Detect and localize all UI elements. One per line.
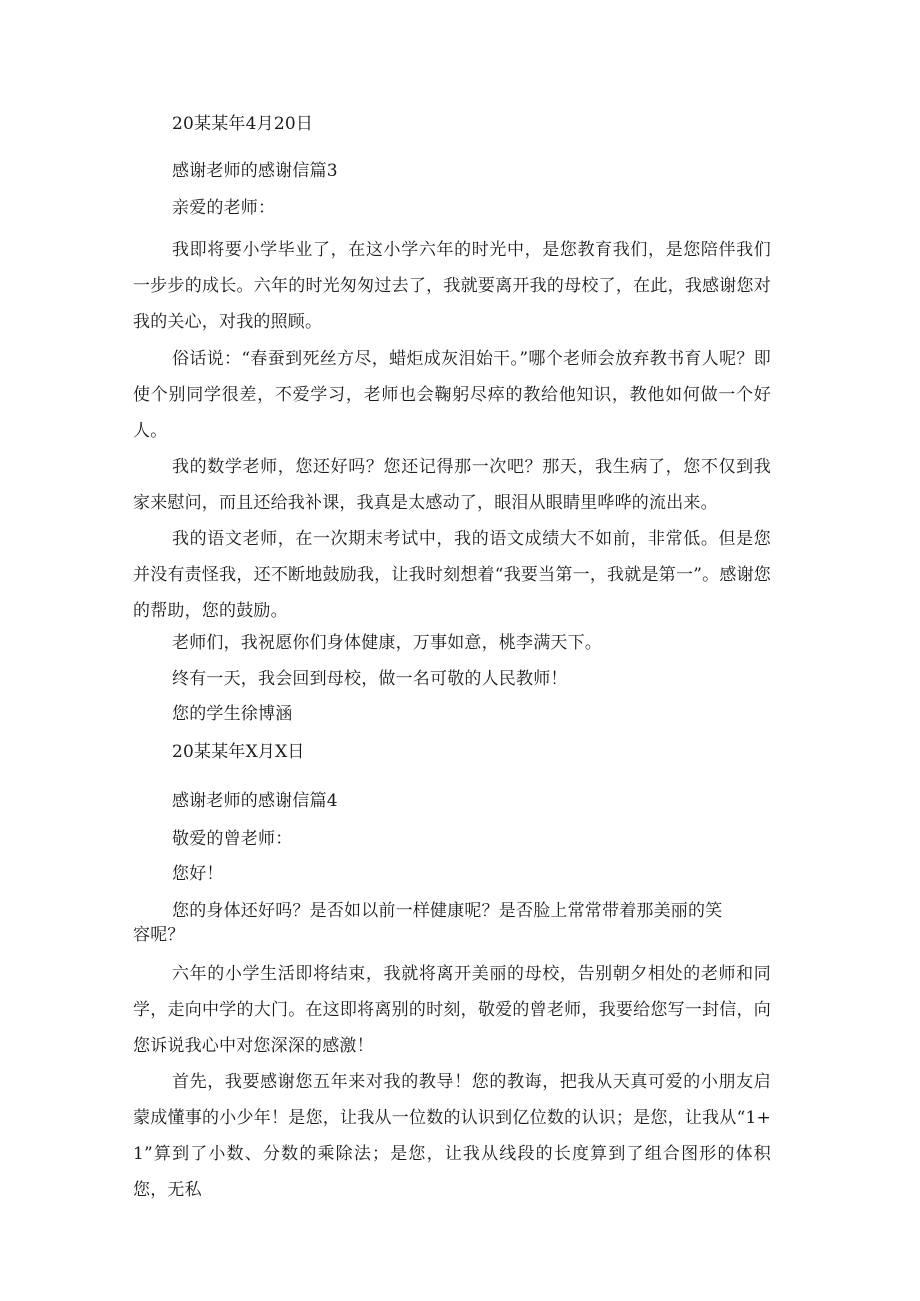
letter-paragraph: 我即将要小学毕业了，在这小学六年的时光中，是您教育我们，是您陪伴我们一步步的成长。六年的时光匆匆过去了，我就要离开我的母校了，在此，我感谢您对我的关心，对我的照顾。 [133, 240, 771, 332]
letter-date: 20某某年4月20日 [172, 114, 314, 134]
letter-paragraph: 首先，我要感谢您五年来对我的教导！您的教诲，把我从天真可爱的小朋友启蒙成懂事的小少年！是您，让我从一位数的认识到亿位数的认识；是您，让我从“1+1”算到了小数、分数的乘除法；是您，让我从线段的长度算到了组合图形的体积您，无私 [133, 1072, 771, 1200]
letter-greeting: 您好！ [172, 864, 224, 884]
letter-date: 20某某年X月X日 [172, 742, 305, 762]
letter-salutation: 敬爱的曾老师： [172, 829, 293, 849]
letter-paragraph: 我的语文老师，在一次期末考试中，我的语文成绩大不如前，非常低。但是您并没有责怪我，还不断地鼓励我，让我时刻想着“我要当第一，我就是第一”。感谢您的帮助，您的鼓励。 [133, 529, 771, 621]
letter-paragraph: 我的数学老师，您还好吗？您还记得那一次吧？那天，我生病了，您不仅到我家来慰问，而且还给我补课，我真是太感动了，眼泪从眼睛里哗哗的流出来。 [133, 457, 771, 513]
letter-paragraph-line: 您的身体还好吗？是否如以前一样健康呢？是否脸上常常带着那美丽的笑 [172, 901, 723, 921]
letter-title: 感谢老师的感谢信篇3 [172, 161, 338, 181]
letter-paragraph-line: 容呢？ [133, 925, 185, 945]
letter-salutation: 亲爱的老师： [172, 198, 276, 218]
letter-title: 感谢老师的感谢信篇4 [172, 791, 338, 811]
letter-paragraph: 终有一天，我会回到母校，做一名可敬的人民教师！ [172, 669, 568, 689]
letter-paragraph: 俗话说：“春蚕到死丝方尽，蜡炬成灰泪始干。”哪个老师会放弃教书育人呢？即使个别同学很差，不爱学习，老师也会鞠躬尽瘁的教给他知识，教他如何做一个好人。 [133, 349, 771, 441]
letter-paragraph: 老师们，我祝愿你们身体健康，万事如意，桃李满天下。 [172, 633, 602, 653]
letter-paragraph: 六年的小学生活即将结束，我就将离开美丽的母校，告别朝夕相处的老师和同学，走向中学的大门。在这即将离别的时刻，敬爱的曾老师，我要给您写一封信，向您诉说我心中对您深深的感激！ [133, 964, 771, 1056]
letter-signature: 您的学生徐博涵 [172, 704, 293, 724]
